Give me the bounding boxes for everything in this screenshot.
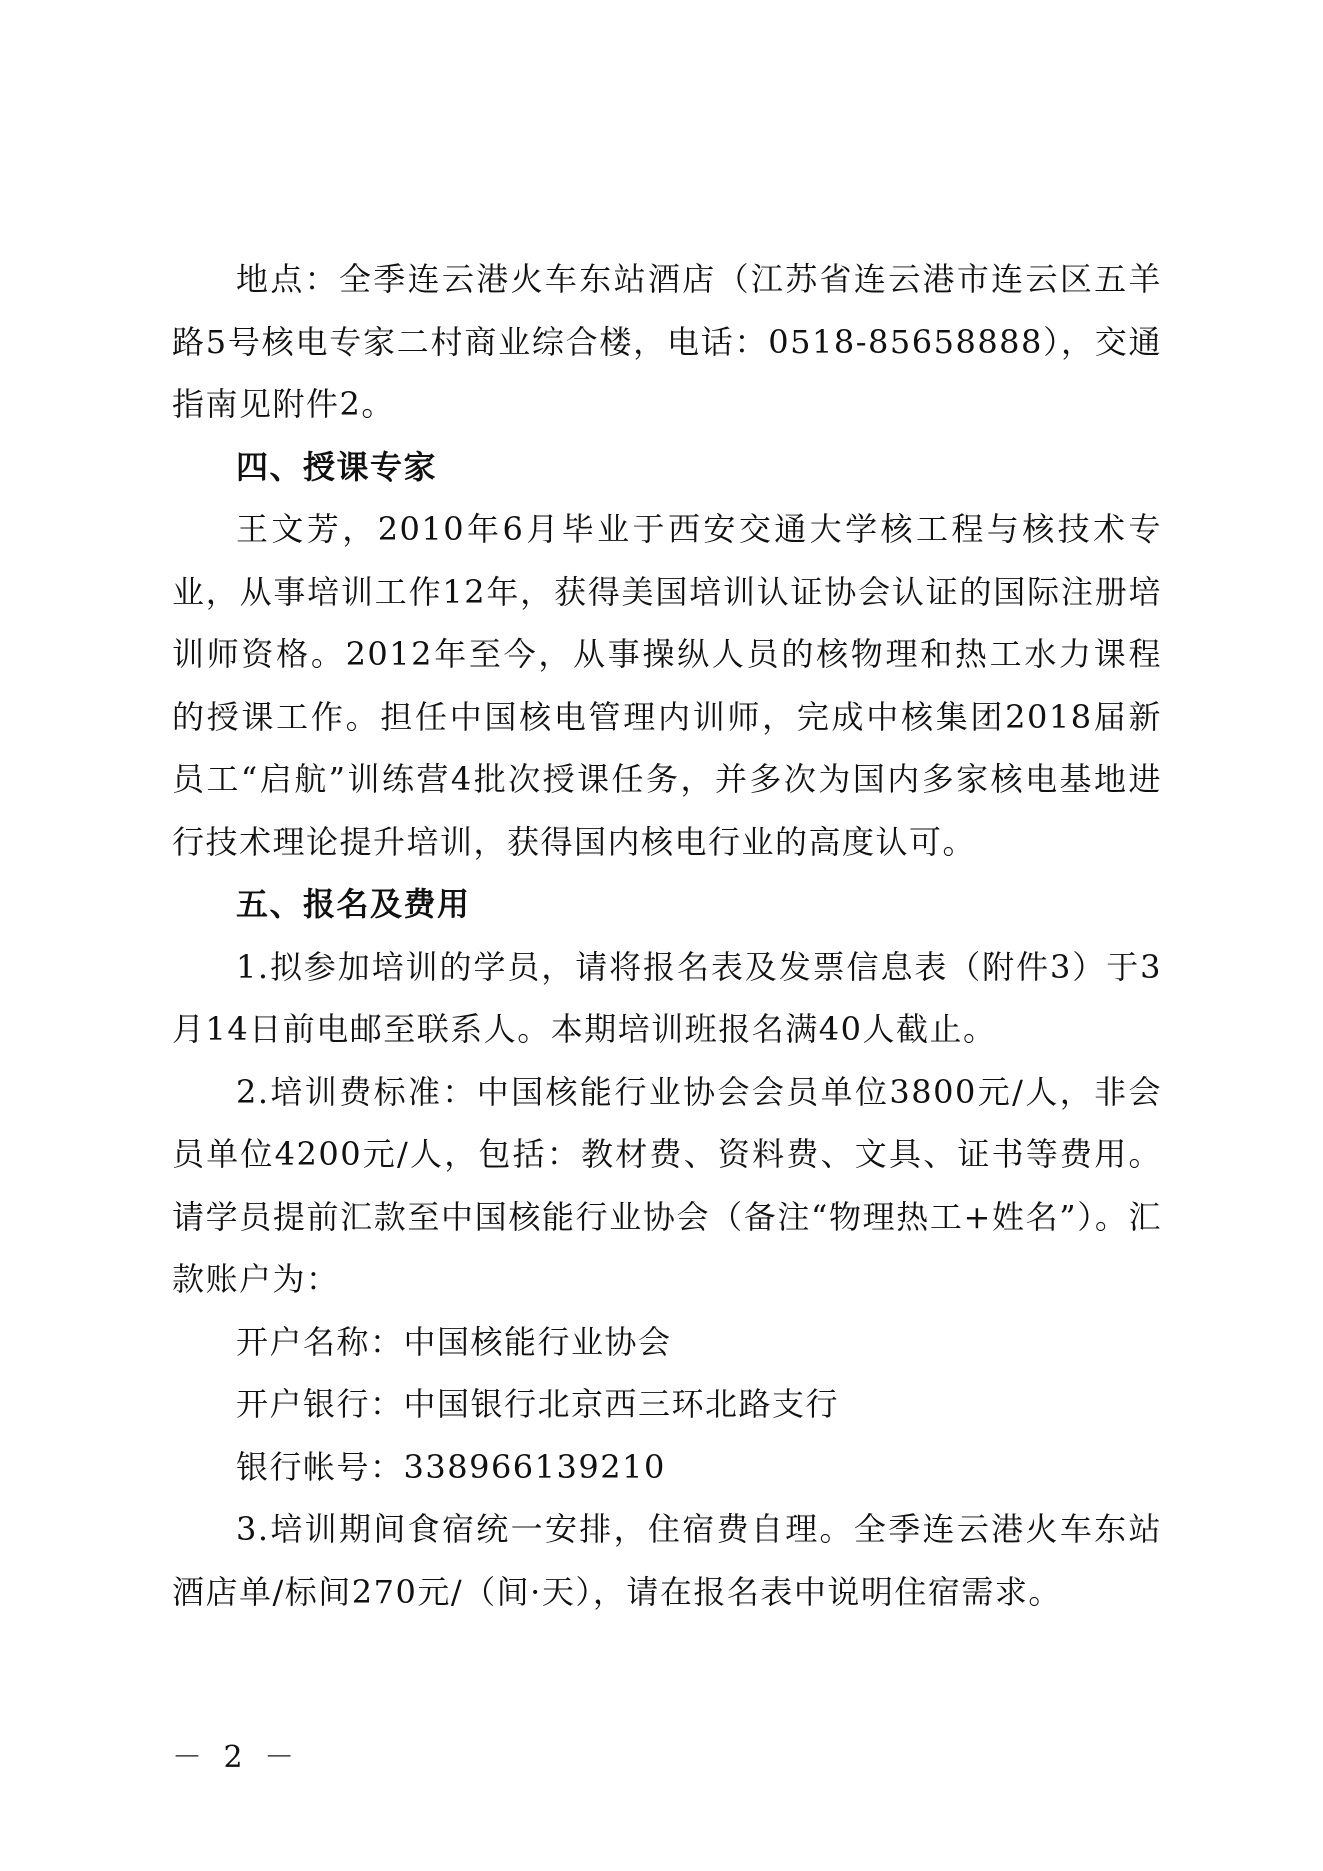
location-paragraph: 地点：全季连云港火车东站酒店（江苏省连云港市连云区五羊路5号核电专家二村商业综合楼，电话：0518-85658888），交通指南见附件2。: [172, 260, 1162, 423]
registration-item-2: 2.培训费标准：中国核能行业协会会员单位3800元/人，非会员单位4200元/人，包括：教材费、资料费、文具、证书等费用。请学员提前汇款至中国核能行业协会（备注“物理热工+姓名”）。汇款账户为：: [172, 1072, 1162, 1298]
account-name-line: 开户名称：中国核能行业协会: [236, 1322, 672, 1361]
document-body: [172, 248, 1162, 1623]
section-5-heading: 五、报名及费用: [236, 885, 471, 923]
registration-item-3: 3.培训期间食宿统一安排，住宿费自理。全季连云港火车东站酒店单/标间270元/（间·天），请在报名表中说明住宿需求。: [172, 1510, 1162, 1611]
registration-item-1: 1.拟参加培训的学员，请将报名表及发票信息表（附件3）于3月14日前电邮至联系人。本期培训班报名满40人截止。: [172, 947, 1162, 1048]
section-4-heading: 四、授课专家: [236, 447, 438, 486]
instructor-bio-paragraph: 王文芳，2010年6月毕业于西安交通大学核工程与核技术专业，从事培训工作12年，获得美国培训认证协会认证的国际注册培训师资格。2012年至今，从事操纵人员的核物理和热工水力课程的授课工作。担任中国核电管理内训师，完成中核集团2018届新员工“启航”训练营4批次授课任务，并多次为国内多家核电基地进行技术理论提升培训，获得国内核电行业的高度认可。: [172, 510, 1162, 861]
account-number-line: 银行帐号：338966139210: [236, 1447, 666, 1486]
bank-line: 开户银行：中国银行北京西三环北路支行: [236, 1385, 840, 1423]
page-number: － 2 －: [172, 1740, 301, 1775]
